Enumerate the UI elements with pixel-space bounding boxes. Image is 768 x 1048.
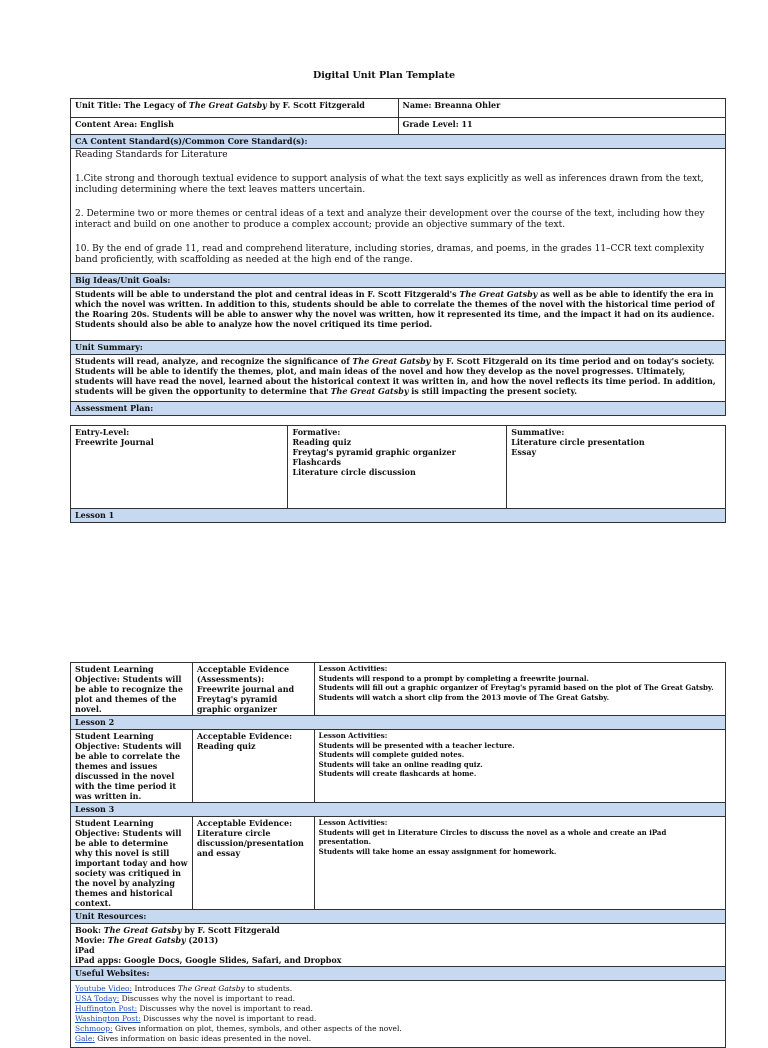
resource-movie-label: Movie:	[75, 935, 108, 945]
big-ideas-body	[71, 288, 726, 341]
website-desc-post: to students.	[244, 984, 293, 993]
assessment-header: Assessment Plan:	[71, 402, 726, 416]
big-ideas-text-pre: Students will be able to understand the plot and central ideas in F. Scott Fitzgerald's	[75, 289, 460, 299]
formative-item: Flashcards	[292, 457, 342, 467]
formative-item: Freytag's pyramid graphic organizer	[292, 447, 456, 457]
resource-ipad: iPad	[75, 945, 95, 955]
unit-title-post: by F. Scott Fitzgerald	[266, 100, 365, 110]
lesson-objective: Student Learning Objective: Students will be able to correlate the themes and issues discussed in the novel with the time period it was written in.	[71, 730, 193, 803]
unit-summary-text-post: is still impacting the present society.	[408, 386, 577, 396]
website-desc: Gives information on basic ideas presented in the novel.	[94, 1034, 312, 1043]
website-desc: Gives information on plot, themes, symbols, and other aspects of the novel.	[112, 1024, 402, 1033]
unit-summary-book: The Great Gatsby	[352, 356, 431, 366]
big-ideas-header: Big Ideas/Unit Goals:	[71, 274, 726, 288]
lesson-activities-label: Lesson Activities:	[318, 731, 388, 740]
website-desc: Discusses why the novel is important to read.	[119, 994, 295, 1003]
resource-movie-title: The Great Gatsby	[107, 935, 186, 945]
lesson-2-header: Lesson 2	[71, 716, 726, 730]
lesson-activity: Students will respond to a prompt by completing a freewrite journal.	[318, 673, 589, 683]
website-item	[75, 994, 721, 1004]
useful-websites-body	[71, 981, 726, 1048]
unit-summary-text-pre: Students will read, analyze, and recognize the significance of	[75, 356, 353, 366]
resource-book-author: by F. Scott Fitzgerald	[181, 925, 280, 935]
lesson-activity: Students will get in Literature Circles to discuss the novel as a whole and create an iPad presentation.	[318, 827, 667, 846]
lesson-row	[71, 663, 726, 716]
website-link[interactable]: Schmoop:	[75, 1024, 113, 1033]
website-desc: Discusses why the novel is important to read.	[137, 1004, 313, 1013]
summative-item: Essay	[511, 447, 537, 457]
lesson-activity: Students will create flashcards at home.	[318, 769, 477, 778]
summative-label: Summative:	[511, 427, 565, 437]
summative-cell	[507, 426, 726, 509]
standards-heading: Reading Standards for Literature	[75, 150, 228, 160]
unit-title-cell	[71, 99, 399, 118]
name-label: Name:	[402, 100, 432, 110]
standard-item: 10. By the end of grade 11, read and comprehend literature, including stories, dramas, and poems, in the grades 11–CCR text complexity band proficiently, with scaffolding as needed at the high end of the range.	[75, 243, 705, 265]
name-value: Breanna Ohler	[434, 100, 501, 110]
lesson-evidence: Acceptable Evidence: Literature circle discussion/presentation and essay	[192, 817, 314, 910]
lesson-objective: Student Learning Objective: Students will be able to determine why this novel is still important today and how society was critiqued in the novel by analyzing themes and historical context.	[71, 817, 193, 910]
lesson-activity: Students will complete guided notes.	[318, 750, 465, 759]
lesson-activity: Students will watch a short clip from the 2013 movie of The Great Gatsby.	[318, 692, 610, 702]
lesson-row	[71, 730, 726, 803]
content-area-row	[71, 118, 726, 135]
website-item	[75, 984, 721, 994]
unit-title-row	[71, 99, 726, 118]
unit-summary-body	[71, 355, 726, 402]
lesson-activity: Students will be presented with a teacher lecture.	[318, 740, 515, 750]
lesson-activity: Students will take an online reading quiz.	[318, 759, 483, 769]
formative-item: Literature circle discussion	[292, 467, 416, 477]
unit-plan-table	[70, 98, 726, 416]
content-area-value: English	[140, 119, 174, 129]
resource-ipad-apps: iPad apps: Google Docs, Google Slides, Safari, and Dropbox	[75, 955, 342, 965]
website-link[interactable]: USA Today:	[75, 994, 120, 1003]
website-desc: Discusses why the novel is important to read.	[140, 1014, 317, 1023]
content-area-cell	[71, 118, 399, 135]
website-desc: Introduces	[132, 984, 178, 993]
content-area-label: Content Area:	[75, 119, 138, 129]
summative-item: Literature circle presentation	[511, 437, 645, 447]
entry-level-cell	[71, 426, 288, 509]
website-link[interactable]: Washington Post:	[75, 1014, 141, 1023]
standards-header: CA Content Standard(s)/Common Core Standard(s):	[71, 135, 726, 149]
formative-cell	[288, 426, 507, 509]
standard-item: 2. Determine two or more themes or central ideas of a text and analyze their development over the course of the text, including how they interact and build on one another to produce a complex account; provide an objective summary of the text.	[75, 208, 705, 230]
unit-summary-header: Unit Summary:	[71, 341, 726, 355]
lesson-activities	[314, 730, 725, 803]
resource-book	[75, 925, 721, 935]
website-item	[75, 1024, 721, 1034]
lesson-evidence: Acceptable Evidence: Reading quiz	[192, 730, 314, 803]
grade-level-label: Grade Level:	[402, 119, 459, 129]
lesson-row	[71, 817, 726, 910]
website-desc-book: The Great Gatsby	[177, 984, 245, 993]
big-ideas-text-post: as well as be able to identify the era in which the novel was written. In addition to this, students should be able to correlate the themes of the novel with the historical time period of the Roaring 20s. Students will be able to answer why the novel was written, how it represented its time, and the impact it had on its audience. Students should also be able to analyze how the novel critiqued its time period.	[75, 289, 715, 329]
unit-title-pre: The Legacy of	[123, 100, 189, 110]
resource-movie-year: (2013)	[185, 935, 219, 945]
standard-item: 1.Cite strong and thorough textual evidence to support analysis of what the text says explicitly as well as inferences drawn from the text, including determining where the text leaves matters uncertain.	[75, 173, 704, 195]
entry-level-label: Entry-Level:	[75, 427, 130, 437]
website-link[interactable]: Huffington Post:	[75, 1004, 138, 1013]
lesson-activity: Students will take home an essay assignment for homework.	[318, 846, 557, 856]
big-ideas-book: The Great Gatsby	[459, 289, 538, 299]
lesson-evidence: Acceptable Evidence (Assessments): Freewrite journal and Freytag's pyramid graphic organizer	[192, 663, 314, 716]
lesson-objective: Student Learning Objective: Students will be able to recognize the plot and themes of the novel.	[71, 663, 193, 716]
formative-item: Reading quiz	[292, 437, 352, 447]
lessons-table	[70, 662, 726, 1048]
resource-book-label: Book:	[75, 925, 104, 935]
assessment-table	[70, 425, 726, 523]
resource-book-title: The Great Gatsby	[103, 925, 182, 935]
unit-summary-text-mid: by F. Scott Fitzgerald on its time period and on today's society. Students will be able to identify the themes, plot, and main ideas of the novel and how they develop as the novel progresses. Ultimately, students will have read the novel, learned about the historical context it was written in, and how the novel reflects its time period. In addition, students will be given the opportunity to determine that	[75, 356, 716, 396]
lesson-activities	[314, 817, 725, 910]
unit-title-book: The Great Gatsby	[188, 100, 267, 110]
website-item	[75, 1004, 721, 1014]
unit-title-label: Unit Title:	[75, 100, 122, 110]
website-link[interactable]: Youtube Video:	[75, 984, 133, 993]
formative-label: Formative:	[292, 427, 341, 437]
useful-websites-header: Useful Websites:	[71, 967, 726, 981]
standards-body	[71, 149, 726, 274]
entry-level-item: Freewrite Journal	[75, 437, 154, 447]
unit-resources-body	[71, 924, 726, 967]
document-title: Digital Unit Plan Template	[312, 70, 456, 81]
grade-level-value: 11	[461, 119, 473, 129]
unit-resources-header: Unit Resources:	[71, 910, 726, 924]
lesson-activity: Students will fill out a graphic organizer of Freytag's pyramid based on the plot of The Great Gatsby.	[318, 683, 714, 692]
name-cell	[398, 99, 726, 118]
resource-movie	[75, 935, 721, 945]
website-item	[75, 1034, 721, 1044]
grade-level-cell	[398, 118, 726, 135]
website-item	[75, 1014, 721, 1024]
lesson-activities-label: Lesson Activities:	[318, 664, 388, 673]
lesson-3-header: Lesson 3	[71, 803, 726, 817]
lesson-1-header: Lesson 1	[71, 509, 726, 523]
lesson-activities-label: Lesson Activities:	[318, 818, 388, 827]
unit-summary-book-2: The Great Gatsby	[330, 386, 409, 396]
website-link[interactable]: Gale:	[75, 1034, 95, 1043]
lesson-activities	[314, 663, 725, 716]
